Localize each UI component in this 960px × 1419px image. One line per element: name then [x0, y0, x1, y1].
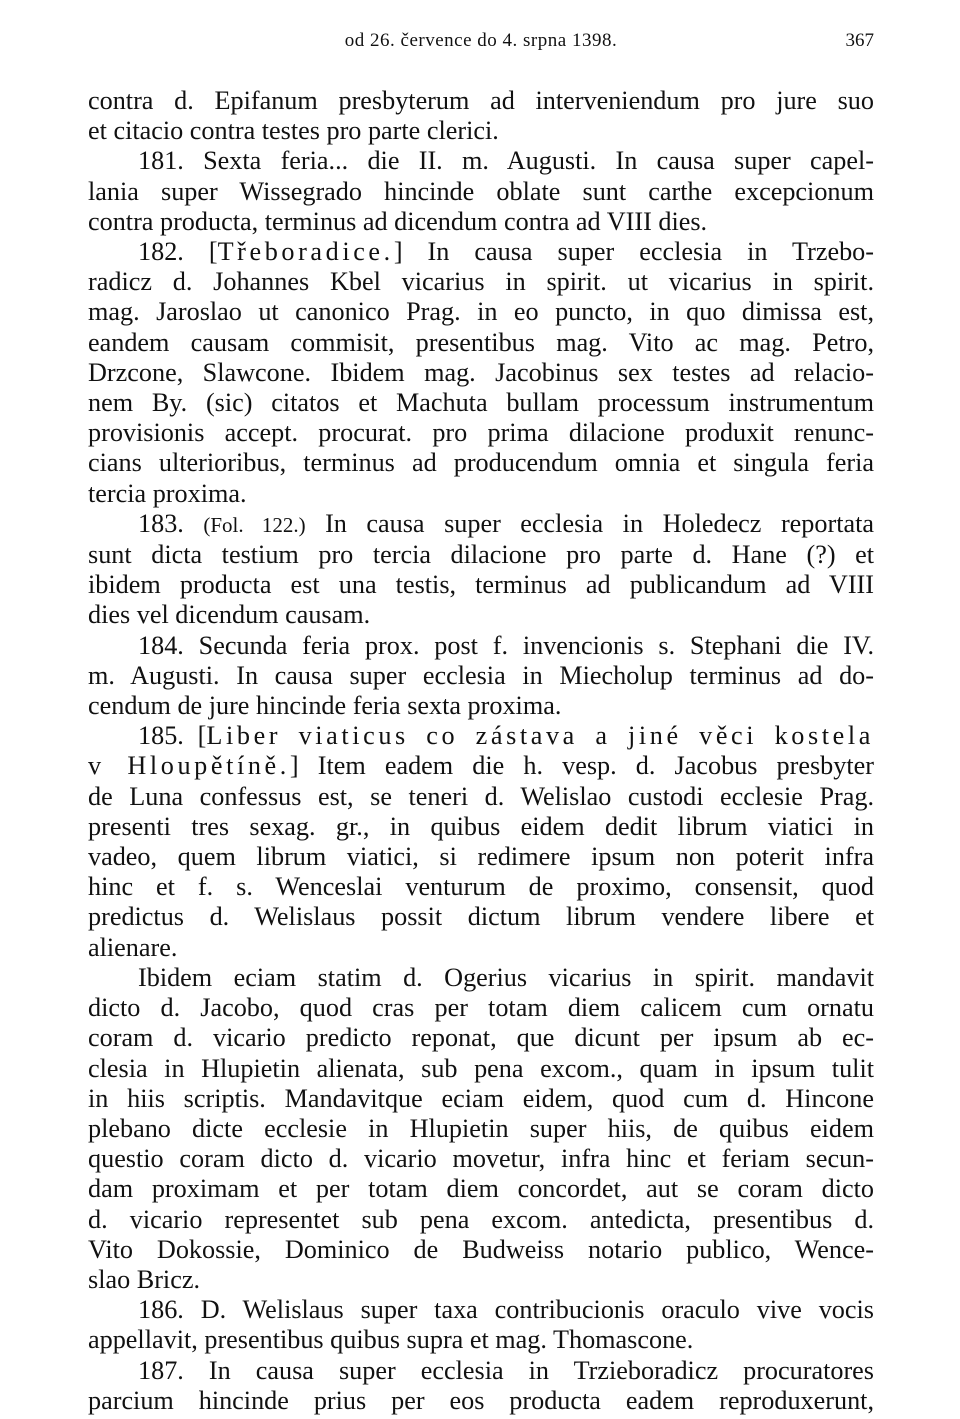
text-line: et citacio contra testes pro parte clerici.: [88, 116, 499, 146]
text-line: provisionis accept. procurat. pro prima dilacione produxit renunc-: [88, 418, 874, 448]
spaced-heading: v Hloupětíně.: [88, 751, 290, 781]
text-line: presenti tres sexag. gr., in quibus eidem dedit librum viatici in: [88, 811, 874, 841]
text-line: Vito Dokossie, Dominico de Budweiss notario publico, Wence-: [88, 1234, 874, 1264]
body-text: [88, 86, 874, 1416]
text-line: dam proximam et per totam diem concordet, aut se coram dicto: [88, 1174, 874, 1204]
spaced-heading: Liber viaticus co zástava a jiné věci kostela: [206, 721, 874, 751]
text-line: m. Augusti. In causa super ecclesia in Miecholup terminus ad do-: [88, 660, 874, 690]
text-line: predictus d. Welislaus possit dictum librum vendere libere et: [88, 902, 874, 932]
spaced-heading: Třeboradice.: [217, 237, 394, 267]
text-line: questio coram dicto d. vicario movetur, infra hinc et feriam secun-: [88, 1144, 874, 1174]
text-segment: ] In causa super ecclesia in Trzebo-: [393, 237, 874, 267]
text-line: [88, 237, 874, 267]
text-segment: 183.: [138, 508, 204, 538]
text-line: de Luna confessus est, se teneri d. Welislao custodi ecclesie Prag.: [88, 781, 874, 811]
text-line: appellavit, presentibus quibus supra et mag. Thomascone.: [88, 1325, 694, 1355]
folio-ref: (Fol. 122.): [203, 512, 306, 537]
text-line: cians ulterioribus, terminus ad producendum omnia et singula feria: [88, 448, 874, 478]
text-line: vadeo, quem librum viatici, si redimere ipsum non poterit infra: [88, 842, 874, 872]
text-line: nem By. (sic) citatos et Machuta bullam processum instrumentum: [88, 388, 874, 418]
text-line: ibidem producta est una testis, terminus ad publicandum ad VIII: [88, 570, 874, 600]
text-line: 184. Secunda feria prox. post f. invencionis s. Stephani die IV.: [138, 630, 874, 660]
text-line: [88, 721, 874, 751]
text-line: cendum de jure hincinde feria sexta proxima.: [88, 691, 562, 721]
text-line: lania super Wissegrado hincinde oblate sunt carthe excepcionum: [88, 176, 874, 206]
text-line: contra d. Epifanum presbyterum ad interveniendum pro jure suo: [88, 86, 874, 115]
page-number: 367: [845, 30, 874, 51]
text-line: slao Bricz.: [88, 1264, 200, 1294]
text-line: parcium hincinde prius per eos producta eadem reproduxerunt,: [88, 1385, 874, 1415]
text-line: [88, 509, 874, 540]
text-line: 187. In causa super ecclesia in Trzieboradicz procuratores: [138, 1355, 874, 1385]
text-line: tercia proxima.: [88, 478, 247, 508]
text-line: mag. Jaroslao ut canonico Prag. in eo puncto, in quo dimissa est,: [88, 297, 874, 327]
text-line: clesia in Hlupietin alienata, sub pena excom., quam in ipsum tulit: [88, 1053, 874, 1083]
text-line: plebano dicte ecclesie in Hlupietin super hiis, de quibus eidem: [88, 1113, 874, 1143]
text-line: hinc et f. s. Wenceslai venturum de proximo, consensit, quod: [88, 872, 874, 902]
text-line: d. vicario representet sub pena excom. antedicta, presentibus d.: [88, 1204, 874, 1234]
text-line: dicto d. Jacobo, quod cras per totam diem calicem cum ornatu: [88, 993, 874, 1023]
text-line: [88, 751, 874, 781]
text-segment: ] Item eadem die h. vesp. d. Jacobus presbyter: [289, 751, 874, 781]
text-line: radicz d. Johannes Kbel vicarius in spirit. ut vicarius in spirit.: [88, 267, 874, 297]
text-line: Drzcone, Slawcone. Ibidem mag. Jacobinus sex testes ad relacio-: [88, 357, 874, 387]
text-segment: 182. [: [138, 237, 218, 267]
text-line: coram d. vicario predicto reponat, que dicunt per ipsum ab ec-: [88, 1023, 874, 1053]
text-line: 181. Sexta feria... die II. m. Augusti. In causa super capel-: [138, 146, 874, 176]
text-line: dies vel dicendum causam.: [88, 600, 371, 630]
text-line: in hiis scriptis. Mandavitque eciam eidem, quod cum d. Hincone: [88, 1083, 874, 1113]
running-head: [88, 30, 874, 60]
text-line: 186. D. Welislaus super taxa contribucionis oraculo vive vocis: [138, 1295, 874, 1325]
text-line: sunt dicta testium pro tercia dilacione pro parte d. Hane (?) et: [88, 540, 874, 570]
text-segment: In causa super ecclesia in Holedecz reportata: [305, 508, 874, 538]
text-line: eandem causam commisit, presentibus mag. Vito ac mag. Petro,: [88, 327, 874, 357]
running-title: od 26. července do 4. srpna 1398.: [344, 30, 618, 51]
text-segment: 185. [: [138, 721, 207, 751]
text-line: Ibidem eciam statim d. Ogerius vicarius in spirit. mandavit: [138, 962, 874, 992]
text-line: contra producta, terminus ad dicendum contra ad VIII dies.: [88, 206, 708, 236]
text-line: alienare.: [88, 932, 178, 962]
